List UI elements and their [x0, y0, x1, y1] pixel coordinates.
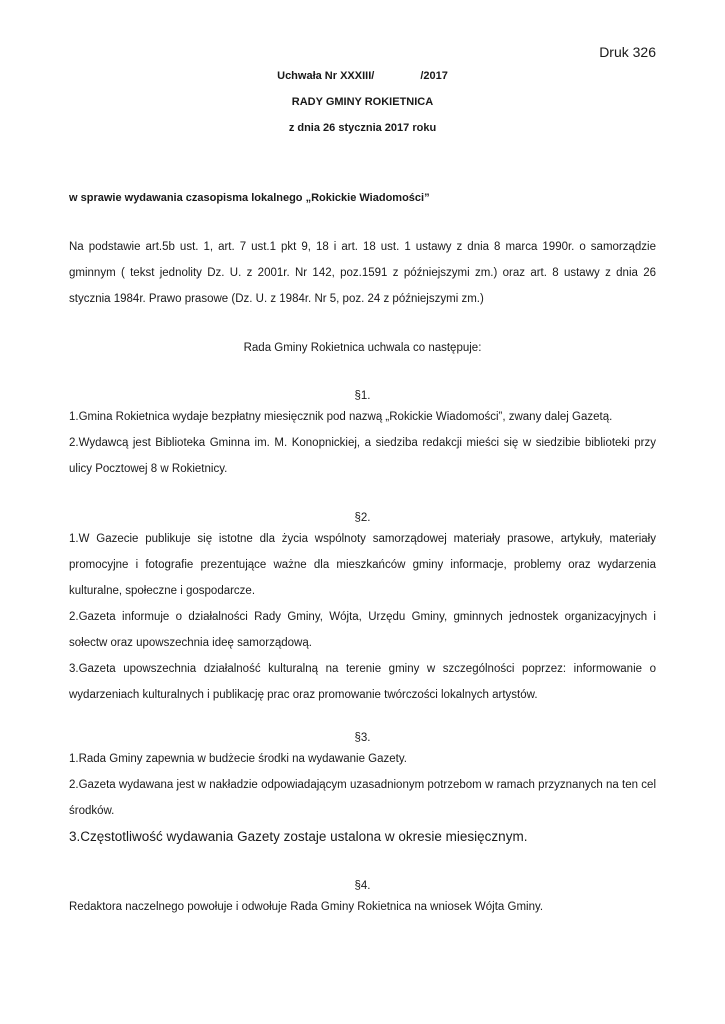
resolution-number-prefix: Uchwała Nr XXXIII/ — [277, 70, 375, 82]
section-3-item-3: 3.Częstotliwość wydawania Gazety zostaje ustalona w okresie miesięcznym. — [69, 829, 528, 844]
resolution-number-suffix: /2017 — [420, 70, 448, 82]
section-4-title: §4. — [354, 880, 371, 892]
print-number: Druk 326 — [599, 44, 656, 60]
section-1-title: §1. — [354, 390, 371, 402]
legal-basis-paragraph: Na podstawie art.5b ust. 1, art. 7 ust.1 pkt 9, 18 i art. 18 ust. 1 ustawy z dnia 8 marca 1990r. o samorządzie gminnym ( tekst jednolity Dz. U. z 2001r. Nr 142, poz.1591 z późniejszymi zm.) oraz art. 8 ustawy z dnia 26 stycznia 1984r. Prawo prasowe (Dz. U. z 1984r. Nr 5, poz. 24 z późniejszymi zm.) — [69, 241, 656, 305]
section-3-item-2: 2.Gazeta wydawana jest w nakładzie odpowiadającym uzasadnionym potrzebom w ramach przyznanych na ten cel środków. — [69, 779, 656, 817]
section-3-title: §3. — [354, 732, 371, 744]
section-2-item-3: 3.Gazeta upowszechnia działalność kulturalną na terenie gminy w szczególności poprzez: informowanie o wydarzeniach kulturalnych i publikację prac oraz promowanie twórczości lokalnych artystów. — [69, 663, 656, 701]
section-3-item-1: 1.Rada Gminy zapewnia w budżecie środki na wydawanie Gazety. — [69, 753, 407, 765]
section-2-body — [69, 526, 656, 708]
section-4-item-1: Redaktora naczelnego powołuje i odwołuje Rada Gminy Rokietnica na wniosek Wójta Gminy. — [69, 901, 544, 913]
resolution-subject: w sprawie wydawania czasopisma lokalnego „Rokickie Wiadomości” — [69, 192, 430, 204]
section-2-title: §2. — [354, 512, 371, 524]
section-3-body — [69, 746, 656, 850]
section-2-item-1: 1.W Gazecie publikuje się istotne dla życia wspólnoty samorządowej materiały prasowe, artykuły, materiały promocyjne i fotografie prezentujące ważne dla mieszkańców gminy informacje, problemy oraz wydarzenia kulturalne, społeczne i gospodarcze. — [69, 533, 656, 597]
section-2-item-2: 2.Gazeta informuje o działalności Rady Gminy, Wójta, Urzędu Gminy, gminnych jednostek organizacyjnych i sołectw oraz upowszechnia ideę samorządową. — [69, 611, 656, 649]
section-1-item-1: 1.Gmina Rokietnica wydaje bezpłatny miesięcznik pod nazwą „Rokickie Wiadomości”, zwany dalej Gazetą. — [69, 411, 613, 423]
section-1-body — [69, 404, 656, 482]
resolution-header — [0, 69, 725, 147]
section-4-body — [69, 894, 656, 920]
resolution-number — [0, 69, 725, 95]
section-1-item-2: 2.Wydawcą jest Biblioteka Gminna im. M. Konopnickiej, a siedziba redakcji mieści się w siedzibie biblioteki przy ulicy Pocztowej 8 w Rokietnicy. — [69, 437, 656, 475]
resolution-statement: Rada Gminy Rokietnica uchwala co następuje: — [243, 342, 482, 354]
resolution-date: z dnia 26 stycznia 2017 roku — [288, 122, 437, 134]
council-name: RADY GMINY ROKIETNICA — [291, 96, 434, 108]
